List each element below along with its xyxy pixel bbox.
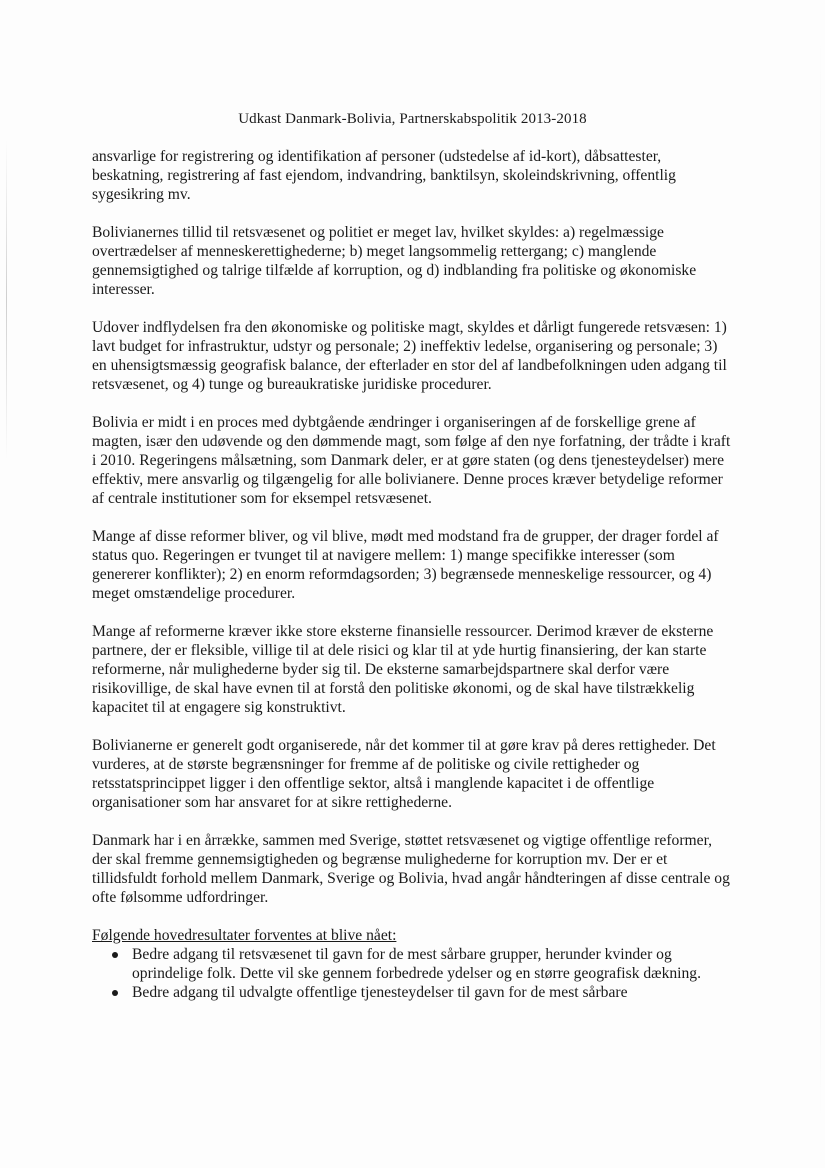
paragraph-reform-process: Bolivia er midt i en proces med dybtgående ændringer i organiseringen af de forskellige grene af magten, især den udøvende og den dømmende magt, som følge af den nye forfatning, der trådte i kraft i 2010. Regeringens målsætning, som Danmark deler, er at gøre staten (og dens tjenesteydelser) mere effektiv, mere ansvarlig og tilgængelig for alle bolivianere. Denne proces kræver betydelige reformer af centrale institutioner som for eksempel retsvæsenet. [92, 414, 731, 507]
paragraph-trust: Bolivianernes tillid til retsvæsenet og politiet er meget lav, hvilket skyldes: a) regelmæssige overtrædelser af menneskerettighederne; b) meget langsommelig rettergang; c) manglende gennemsigtighed og talrige tilfælde af korruption, og d) indblanding fra politiske og økonomiske interesser. [92, 224, 697, 298]
paragraph-external-partners: Mange af reformerne kræver ikke store eksterne finansielle ressourcer. Derimod kræver de eksterne partnere, der er fleksible, villige til at dele risici og klar til at yde hurtig finansiering, der kan starte reformerne, når mulighederne byder sig til. De eksterne samarbejdspartnere skal derfor være risikovillige, de skal have evnen til at forstå den politiske økonomi, og de skal have tilstrækkelig kapacitet til at engagere sig konstruktivt. [92, 623, 714, 716]
document-body [92, 147, 732, 1002]
paragraph-justice-system: Udover indflydelsen fra den økonomiske og politiske magt, skyldes et dårligt fungerede retsvæsen: 1) lavt budget for infrastruktur, udstyr og personale; 2) ineffektiv ledelse, organisering og personale; 3) en uhensigtsmæssig geografisk balance, der efterlader en stor del af landbefolkningen uden adgang til retsvæsenet, og 4) tunge og bureaukratiske juridiske procedurer. [92, 319, 727, 393]
scan-edge-right [820, 40, 821, 1120]
paragraph-denmark-support: Danmark har i en årrække, sammen med Sverige, støttet retsvæsenet og vigtige offentlige reformer, der skal fremme gennemsigtigheden og begrænse mulighederne for korruption mv. Der er et tillidsfuldt forhold mellem Danmark, Sverige og Bolivia, hvad angår håndteringen af disse centrale og ofte følsomme udfordringer. [92, 832, 730, 906]
list-item [92, 983, 732, 1002]
list-item-text: Bedre adgang til retsvæsenet til gavn for de mest sårbare grupper, herunder kvinder og oprindelige folk. Dette vil ske gennem forbedrede ydelser og en større geografisk dækning. [132, 946, 702, 982]
results-heading: Følgende hovedresultater forventes at blive nået: [92, 927, 397, 944]
paragraph-registration: ansvarlige for registrering og identifikation af personer (udstedelse af id-kort), dåbsattester, beskatning, registrering af fast ejendom, indvandring, banktilsyn, skoleindskrivning, offentlig sygesikring mv. [92, 148, 676, 203]
scan-edge-left [6, 140, 7, 460]
paragraph-resistance: Mange af disse reformer bliver, og vil blive, mødt med modstand fra de grupper, der drager fordel af status quo. Regeringen er tvunget til at navigere mellem: 1) mange specifikke interesser (som genererer konflikter); 2) en enorm reformdagsorden; 3) begrænsede menneskelige ressourcer, og 4) meget omstændelige procedurer. [92, 528, 719, 602]
bullet-icon [112, 952, 118, 958]
bullet-icon [112, 990, 118, 996]
list-item [92, 945, 732, 983]
page-header: Udkast Danmark-Bolivia, Partnerskabspolitik 2013-2018 [238, 111, 587, 127]
results-list [92, 945, 732, 1002]
paragraph-rights: Bolivianerne er generelt godt organiserede, når det kommer til at gøre krav på deres rettigheder. Det vurderes, at de største begrænsninger for fremme af de politiske og civile rettigheder og retsstatsprincippet ligger i den offentlige sektor, altså i manglende kapacitet i de offentlige organisationer som har ansvaret for at sikre rettighederne. [92, 737, 716, 811]
list-item-text: Bedre adgang til udvalgte offentlige tjenesteydelser til gavn for de mest sårbare [132, 984, 628, 1001]
